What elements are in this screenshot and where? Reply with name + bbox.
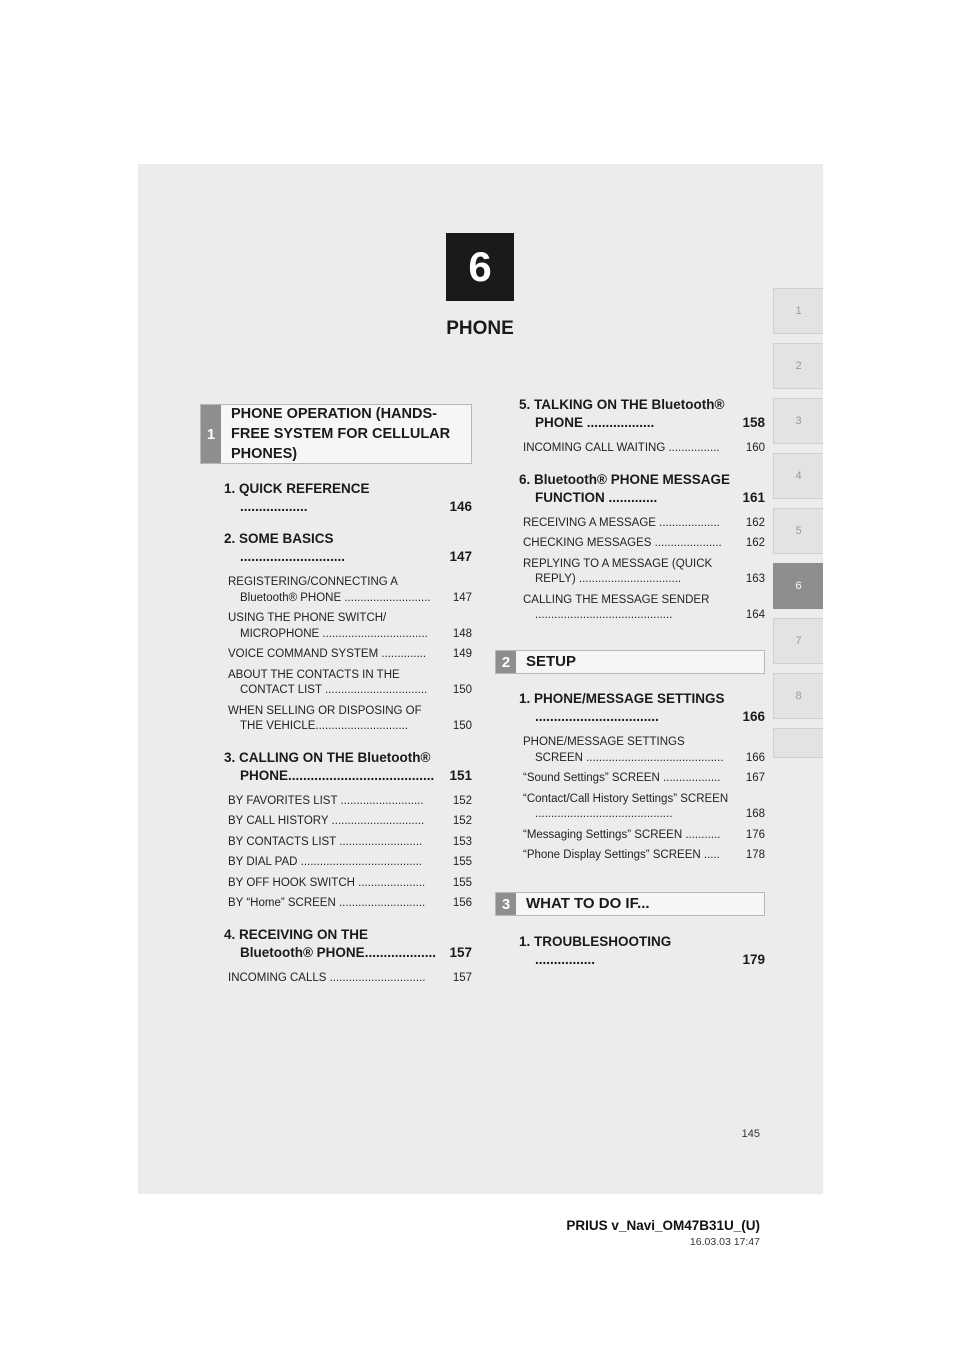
chapter-tab-3[interactable]: 3 [773,398,823,444]
toc-page-number: 164 [745,609,765,621]
toc-sub-label: CALLING THE MESSAGE SENDER ........................................... [523,593,710,621]
toc-chapter-entry[interactable] [495,396,765,432]
toc-page-number: 150 [452,684,472,696]
toc-chapter-entry[interactable] [200,530,472,566]
chapter-tab-1[interactable]: 1 [773,288,823,334]
toc-page-number: 152 [452,794,472,807]
toc-page-number: 157 [449,944,472,960]
toc-sub-label: WHEN SELLING OR DISPOSING OF THE VEHICLE............................. [228,704,422,732]
toc-sub-entry[interactable] [200,896,472,912]
toc-sub-label: BY FAVORITES LIST .......................... [228,794,424,807]
toc-sub-label: BY “Home” SCREEN ........................... [228,897,426,909]
toc-sub-label: REPLYING TO A MESSAGE (QUICK REPLY) ................................ [523,557,713,585]
toc-sub-entry[interactable] [200,668,472,699]
toc-right-column-middle [495,690,765,869]
toc-sub-entry[interactable] [200,575,472,606]
toc-sub-label: REGISTERING/CONNECTING A Bluetooth® PHONE ........................... [228,576,431,604]
toc-chapter-entry[interactable] [495,471,765,507]
toc-sub-entry[interactable] [495,516,765,532]
toc-page-number: 157 [452,971,472,984]
toc-sub-entry[interactable] [495,848,765,864]
footer-timestamp: 16.03.03 17:47 [689,1236,760,1248]
toc-sub-label: INCOMING CALL WAITING ................ [523,442,720,454]
section-number: 2 [496,651,516,673]
toc-sub-entry[interactable] [495,441,765,457]
toc-page-number: 156 [452,897,472,909]
toc-page-number: 147 [452,591,472,604]
toc-sub-label: ABOUT THE CONTACTS IN THE CONTACT LIST ................................ [228,668,428,696]
chapter-tab-8[interactable]: 8 [773,673,823,719]
section-number: 3 [496,893,516,915]
toc-sub-label: BY CONTACTS LIST .......................... [228,835,423,848]
toc-chapter-entry[interactable] [200,749,472,785]
toc-sub-entry[interactable] [495,536,765,552]
toc-page-number: 166 [745,751,765,764]
toc-sub-label: “Messaging Settings” SCREEN ........... [523,828,721,841]
toc-sub-entry[interactable] [200,704,472,735]
toc-sub-entry[interactable] [200,855,472,871]
toc-sub-label: “Contact/Call History Settings” SCREEN ........................................... [523,792,729,820]
page-number: 145 [741,1128,760,1140]
toc-left-column [200,480,472,991]
chapter-tab-2[interactable]: 2 [773,343,823,389]
section-header-2 [495,650,765,674]
toc-chapter-label: 1. QUICK REFERENCE .................. [224,481,370,514]
toc-sub-entry[interactable] [495,557,765,588]
section-header-1 [200,404,472,464]
chapter-tab-7[interactable]: 7 [773,618,823,664]
toc-page-number: 153 [452,835,472,848]
toc-sub-label: CHECKING MESSAGES ..................... [523,537,722,549]
section-title: PHONE OPERATION (HANDS-FREE SYSTEM FOR CELLULAR PHONES) [231,406,451,462]
toc-page-number: 168 [745,808,765,820]
toc-chapter-entry[interactable] [200,926,472,962]
toc-right-column-bottom [495,933,765,978]
toc-chapter-label: 2. SOME BASICS ............................ [224,531,346,564]
toc-sub-entry[interactable] [200,647,472,663]
toc-sub-label: USING THE PHONE SWITCH/ MICROPHONE ................................. [228,612,428,640]
toc-sub-entry[interactable] [200,971,472,987]
toc-sub-entry[interactable] [200,876,472,892]
chapter-tab-5[interactable]: 5 [773,508,823,554]
toc-page-number: 155 [452,876,472,889]
section-title: SETUP [526,653,577,670]
toc-page-number: 162 [745,537,765,549]
toc-chapter-entry[interactable] [200,480,472,516]
toc-sub-label: PHONE/MESSAGE SETTINGS SCREEN ........................................... [523,736,724,764]
chapter-number-box [446,233,514,301]
toc-page-number: 149 [452,648,472,660]
toc-sub-entry[interactable] [200,835,472,851]
toc-page-number: 146 [449,499,472,514]
toc-sub-entry[interactable] [495,735,765,766]
toc-page-number: 178 [745,849,765,861]
toc-page-number: 155 [452,856,472,868]
toc-chapter-label: 1. PHONE/MESSAGE SETTINGS ................................. [519,691,725,724]
section-number: 1 [201,405,221,463]
toc-sub-label: BY CALL HISTORY ............................. [228,815,425,827]
section-title: WHAT TO DO IF... [526,895,650,912]
toc-page-number: 166 [742,709,765,724]
toc-page-number: 163 [745,573,765,585]
toc-sub-label: BY DIAL PAD ...................................... [228,856,423,868]
toc-page-number: 167 [745,772,765,784]
toc-sub-entry[interactable] [200,814,472,830]
toc-page-number: 150 [452,720,472,732]
toc-page-number: 158 [742,415,765,430]
section-header-3 [495,892,765,916]
chapter-title: PHONE [446,318,514,339]
footer-doc-id: PRIUS v_Navi_OM47B31U_(U) [566,1218,760,1233]
toc-page-number: 148 [452,627,472,640]
toc-sub-label: BY OFF HOOK SWITCH ..................... [228,876,426,889]
toc-sub-entry[interactable] [495,771,765,787]
toc-sub-entry[interactable] [200,794,472,810]
toc-sub-label: RECEIVING A MESSAGE ................... [523,516,720,529]
chapter-number: 6 [468,243,492,290]
toc-sub-label: “Sound Settings” SCREEN .................. [523,772,721,784]
toc-page-number: 179 [742,952,765,967]
toc-sub-entry[interactable] [200,611,472,642]
toc-sub-entry[interactable] [495,593,765,624]
toc-sub-label: “Phone Display Settings” SCREEN ..... [523,849,720,861]
toc-page-number: 151 [449,767,472,783]
toc-page-number: 161 [742,489,765,505]
toc-page-number: 162 [745,516,765,529]
toc-chapter-entry[interactable] [495,690,765,726]
toc-page-number: 160 [745,442,765,454]
toc-page-number: 176 [745,828,765,841]
chapter-tab-blank [773,728,823,758]
toc-sub-entry[interactable] [495,828,765,844]
toc-chapter-label: 1. TROUBLESHOOTING ................ [519,934,672,967]
toc-sub-entry[interactable] [495,792,765,823]
toc-page-number: 147 [449,549,472,564]
toc-page-number: 152 [452,815,472,827]
toc-sub-label: INCOMING CALLS .............................. [228,971,426,984]
toc-right-column-top [495,396,765,629]
chapter-tab-6[interactable]: 6 [773,563,823,609]
toc-chapter-label: 5. TALKING ON THE Bluetooth® PHONE .................. [519,397,725,430]
toc-chapter-label: 6. Bluetooth® PHONE MESSAGE FUNCTION ............. [519,471,730,505]
toc-chapter-label: 3. CALLING ON THE Bluetooth® PHONE....................................... [224,749,435,783]
toc-chapter-label: 4. RECEIVING ON THE Bluetooth® PHONE................... [224,926,436,960]
chapter-tab-4[interactable]: 4 [773,453,823,499]
toc-chapter-entry[interactable] [495,933,765,969]
toc-sub-label: VOICE COMMAND SYSTEM .............. [228,648,427,660]
